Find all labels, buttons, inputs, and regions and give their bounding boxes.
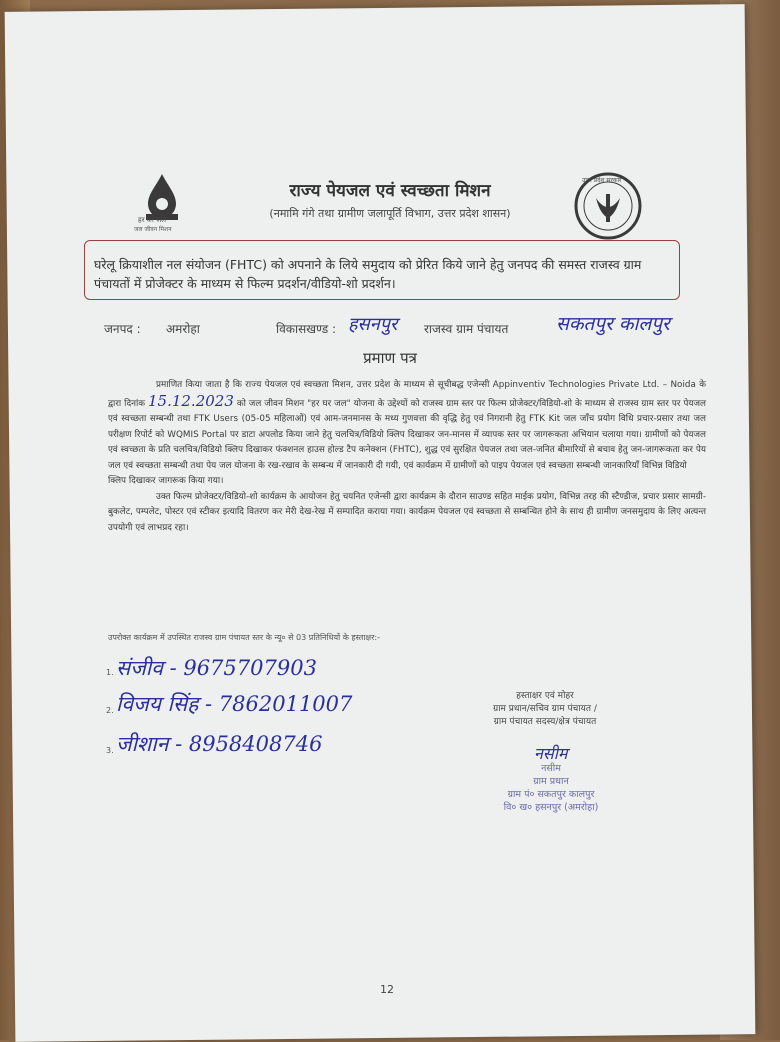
stamp-gram-panchayat: ग्राम पं० सकतपुर कालपुर (507, 789, 595, 800)
body-para1-b: को जल जीवन मिशन "हर घर जल" योजना के उद्देश्यों को राजस्व ग्राम स्तर पर फिल्म प्रोजेक्टर/विडियो-शो के माध्यम से राजस्व ग्राम स्तर पर पेयजल एवं स्वच्छता सम्बन्धी तथा FTK Users (05-05 महिलाओं) एवं आम-जनमानस के मध्य गुणवत्ता की वृद्धि हेतु एवं निगरानी हेतु FTK Kit जल जाँच प्रयोग विधि प्रचार-प्रसार तथा जल परीक्षण रिपोर्ट को WQMIS Portal पर डाटा अपलोड किया जाने हेतु चलचित्र/विडियो क्लिप दिखाकर जन-मानस में व्यापक स्तर पर जागरूकता अभियान चलाया गया। ग्रामीणों को पेयजल एवं स्वच्छता के प्रति चलचित्र/विडियो क्लिप दिखाकर फंक्शनल हाउस होल्ड टैप कनेक्शन (FHTC), शुद्ध एवं सुरक्षित पेयजल तथा जल-जनित बीमारियों से बचाव हेतु जन-जागरूकता कर पेय जल एवं स्वच्छता सम्बन्धी तथा पेय जल योजना के रख-रखाव के सम्बन्ध में जानकारी दी गयी, एवं कार्यक्रम में ग्रामीणों को पाइप पेयजल एवं स्वच्छता सम्बन्धी जानकारियाँ विभिन्न विडियो (108, 398, 706, 471)
village-label: राजस्व ग्राम पंचायत (424, 322, 509, 336)
witness-entry-2: विजय सिंह - 7862011007 (116, 692, 353, 716)
district-value: अमरोहा (166, 322, 200, 336)
page-subtitle: (नमामि गंगे तथा ग्रामीण जलापूर्ति विभाग, उत्तर प्रदेश शासन) (269, 207, 511, 220)
block-label: विकासखण्ड : (276, 322, 337, 336)
pradhan-signature: नसीम (534, 744, 568, 763)
body-para1-a: प्रमाणित किया जाता है कि राज्य पेयजल एवं स्वच्छता मिशन, उत्तर प्रदेश के माध्यम से सूचीबद्ध एजेन्सी Appinventiv Technologies Private Ltd. – Noida के द्वारा दिनांक (108, 380, 706, 409)
banner-text: घरेलू क्रियाशील नल संयोजन (FHTC) को अपनाने के लिये समुदाय को प्रेरित किये जाने हेतु जनपद की समस्त राजस्व ग्राम पंचायतों में प्रोजेक्टर के माध्यम से फिल्म प्रदर्शन/वीडियो-शो प्रदर्शन। (94, 257, 642, 291)
village-value-handwritten: सकतपुर कालपुर (556, 313, 670, 335)
stamp-block: वि० ख० हसनपुर (अमरोहा) (503, 802, 599, 813)
witness-entry-3: जीशान - 8958408746 (116, 732, 323, 756)
logo-right-text: उत्तर प्रदेश सरकार (582, 177, 622, 184)
page-title: राज्य पेयजल एवं स्वच्छता मिशन (289, 181, 491, 201)
stamp-name: नसीम (541, 763, 561, 774)
witness-num-3: 3. (106, 746, 114, 755)
body-para2: उक्त फिल्म प्रोजेक्टर/विडियो-शो कार्यक्रम के आयोजन हेतु चयनित एजेन्सी द्वारा कार्यक्रम के दौरान साउण्ड सहित माईक प्रयोग, विभिन्न तरह की स्टैण्डीज, प्रचार प्रसार सामग्री-बुकलेट, पम्पलेट, पोस्टर एवं स्टीकर इत्यादि वितरण कर मेरी देख-रेख में सम्पादित कराया गया। कार्यक्रम पेयजल एवं स्वच्छता से सम्बन्धित होने के साथ ही ग्रामीण जनसमुदाय के लिए अत्यन्त उपयोगी एवं लाभप्रद रहा। (108, 491, 706, 533)
certificate-body (108, 378, 706, 536)
witness-heading: उपरोक्त कार्यक्रम में उपस्थित राजस्व ग्राम पंचायत स्तर के न्यू० से 03 प्रतिनिधियों के हस्ताक्षर:- (108, 633, 380, 642)
page-number: 12 (380, 983, 394, 996)
witness-num-1: 1. (106, 668, 114, 677)
signatory-line2: ग्राम प्रधान/सचिव ग्राम पंचायत / (493, 704, 597, 714)
signatory-block (470, 690, 620, 729)
witness-num-2: 2. (106, 706, 114, 715)
signatory-line1: हस्ताक्षर एवं मोहर (516, 691, 574, 701)
program-date-handwritten: 15.12.2023 (147, 391, 234, 410)
stamp-role: ग्राम प्रधान (533, 776, 569, 787)
signatory-line3: ग्राम पंचायत सदस्य/क्षेत्र पंचायत (493, 717, 597, 727)
logo-left-text: हर घर जल (138, 216, 166, 224)
witness-entry-1: संजीव - 9675707903 (116, 656, 317, 680)
district-label: जनपद : (104, 322, 141, 336)
body-para1-c: क्लिप दिखाकर जागरूक किया गया। (108, 476, 224, 486)
certificate-title: प्रमाण पत्र (363, 349, 417, 367)
logo-left-subtext: जल जीवन मिशन (134, 226, 172, 233)
block-value-handwritten: हसनपुर (348, 314, 398, 335)
official-stamp (466, 762, 636, 814)
